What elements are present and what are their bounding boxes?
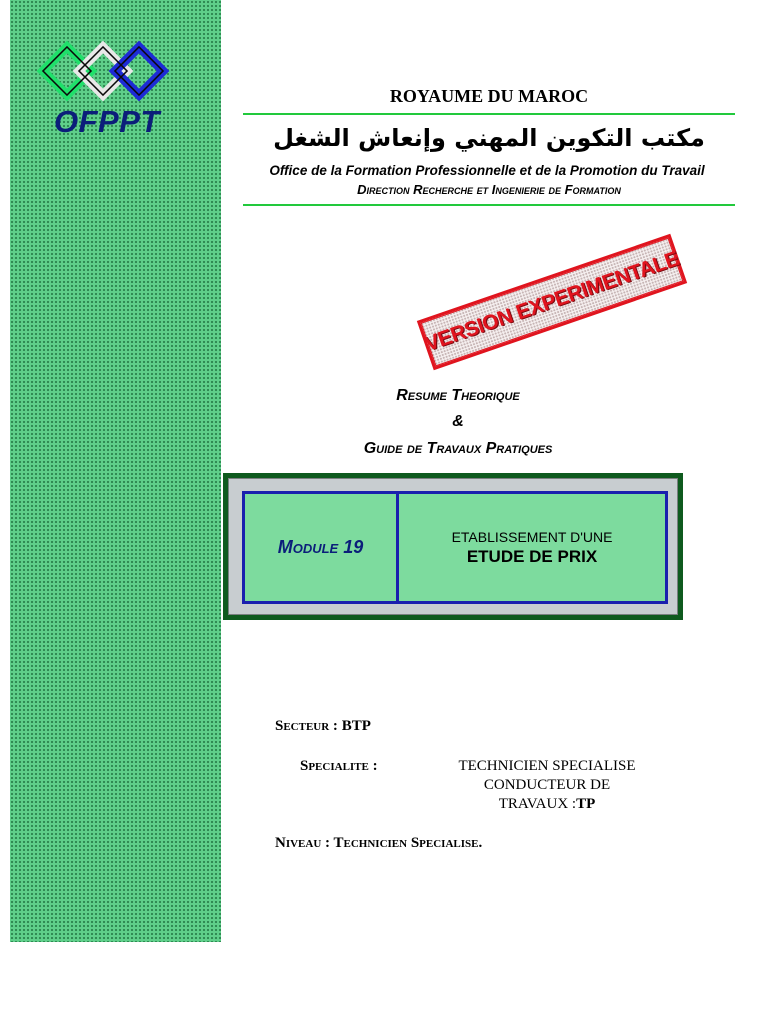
subtitle-resume: Resume Theorique [396,387,520,404]
subtitle-guide: Guide de Travaux Pratiques [363,440,553,457]
subtitle-ampersand: & [452,413,464,430]
specialite-label: Specialite : [300,758,378,774]
module-box-inner [242,491,668,604]
stamp-text: VERSION EXPERIMENTALE [421,247,682,356]
niveau-label: Niveau : [275,835,331,851]
module-title-line1: ETABLISSEMENT D'UNE [451,528,613,545]
module-box [223,473,683,620]
module-box-bevel [228,478,678,615]
kingdom-title: ROYAUME DU MAROC [389,86,589,106]
specialite-line3 [437,796,657,813]
module-number: Module 19 [277,537,364,557]
niveau-value: Technicien Specialise. [333,835,483,851]
specialite-line1: TECHNICIEN SPECIALISE [458,758,636,774]
module-title-line2: ETUDE DE PRIX [466,546,598,566]
office-name: Office de la Formation Professionnelle et de la Promotion du Travail [269,163,705,178]
specialite-line2: CONDUCTEUR DE [483,777,611,793]
niveau-line [275,835,482,852]
specialite-line3-text: TRAVAUX : [498,796,577,812]
secteur-line [275,718,371,735]
logo-text: OFPPT [54,104,160,139]
top-green-rule [243,113,735,115]
secteur-label: Secteur : [275,718,338,734]
experimental-version-stamp [417,234,687,370]
arabic-office-name: مكتب التكوين المهني وإنعاش الشغل [273,124,705,152]
bottom-green-rule [243,204,735,206]
secteur-value: BTP [341,718,371,734]
module-title [399,494,665,601]
specialite-line3-code: TP [576,796,596,812]
direction-name: Direction Recherche et Ingenierie de Formation [357,182,621,197]
